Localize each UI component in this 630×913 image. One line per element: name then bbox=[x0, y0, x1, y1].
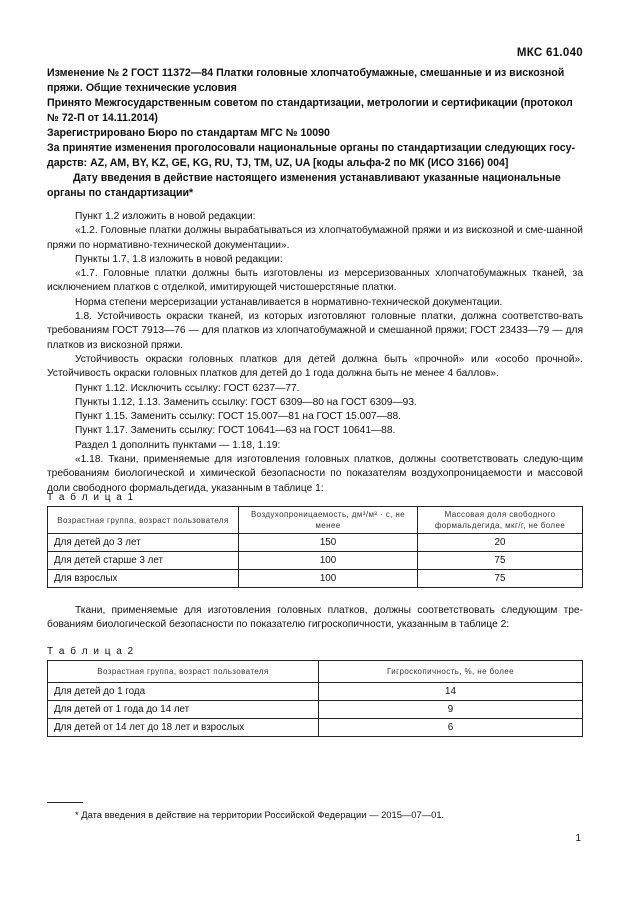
table2-intro: Ткани, применяемые для изготовления головных платков, должны соответствовать следующим тре-бованиям биологической безопасности по показателю гигроскопичности, указанным в таблице 2: bbox=[47, 605, 583, 631]
table-row bbox=[48, 701, 583, 719]
table2-caption: Т а б л и ц а 2 bbox=[47, 646, 135, 657]
voting-note: За принятие изменения проголосовали национальные органы по стандартизации следующих госу-дарств: AZ, AM, BY, KZ, GE, KG, RU, TJ, TM, UZ, UA [коды альфа-2 по МК (ИСО 3166) 004] bbox=[47, 142, 576, 169]
table-cell: 14 bbox=[319, 683, 583, 701]
paragraph: Устойчивость окраски головных платков для детей должна быть «прочной» или «особо прочной». Устойчивость окраски головных платков для детей до 1 года должна быть не менее 4 баллов». bbox=[47, 353, 583, 380]
table-cell: Для детей от 14 лет до 18 лет и взрослых bbox=[48, 719, 319, 737]
paragraph: Раздел 1 дополнить пунктами — 1.18, 1.19: bbox=[75, 439, 281, 451]
paragraph: Пункты 1.7, 1.8 изложить в новой редакции: bbox=[75, 253, 283, 265]
table-cell: Для детей до 1 года bbox=[48, 683, 319, 701]
table-cell: 75 bbox=[418, 570, 583, 588]
table-header-cell: Воздухопроницаемость, дм³/м² · с, не менее bbox=[239, 507, 418, 534]
table-row bbox=[48, 570, 583, 588]
adoption-note: Принято Межгосударственным советом по стандартизации, метрологии и сертификации (протокол № 72-П от 14.11.2014) bbox=[47, 97, 573, 124]
footnote: * Дата введения в действие на территории Российской Федерации — 2015—07—01. bbox=[75, 809, 445, 820]
table-cell: 150 bbox=[239, 534, 418, 552]
table-row bbox=[48, 552, 583, 570]
table-header-cell: Гигроскопичность, %, не более bbox=[319, 661, 583, 683]
table-row bbox=[48, 719, 583, 737]
table-cell: 20 bbox=[418, 534, 583, 552]
paragraph: Пункт 1.2 изложить в новой редакции: bbox=[75, 211, 256, 222]
paragraph: Норма степени мерсеризации устанавливается в нормативно-технической документации. bbox=[75, 296, 503, 308]
paragraph: Пункт 1.12. Исключить ссылку: ГОСТ 6237—77. bbox=[75, 382, 300, 394]
registration-note: Зарегистрировано Бюро по стандартам МГС № 10090 bbox=[47, 127, 330, 139]
table1 bbox=[47, 506, 583, 588]
paragraph: Пункт 1.15. Заменить ссылку: ГОСТ 15.007—81 на ГОСТ 15.007—88. bbox=[75, 411, 402, 423]
table-row bbox=[48, 683, 583, 701]
paragraph: 1.8. Устойчивость окраски тканей, из которых изготовляют головные платки, должна соответство-вать требованиям ГОСТ 7913—76 — для платков из хлопчатобумажной и смешанной пряжи; ГОСТ 23433—79 — для платков из вискозной пряжи. bbox=[47, 311, 583, 351]
table2 bbox=[47, 660, 583, 737]
effective-date-note: Дату введения в действие настоящего изменения устанавливают указанные национальные органы по стандартизации* bbox=[47, 172, 561, 199]
table-cell: Для детей от 1 года до 14 лет bbox=[48, 701, 319, 719]
change-title: Изменение № 2 ГОСТ 11372—84 Платки головные хлопчатобумажные, смешанные и из вискозной пряжи. Общие технические условия bbox=[47, 67, 565, 94]
table-cell: Для взрослых bbox=[48, 570, 239, 588]
table-cell: Для детей до 3 лет bbox=[48, 534, 239, 552]
table-header-cell: Массовая доля свободного формальдегида, мкг/г, не более bbox=[418, 507, 583, 534]
table-cell: 100 bbox=[239, 552, 418, 570]
paragraph: «1.7. Головные платки должны быть изготовлены из мерсеризованных хлопчатобумажных тканей, за исключением платков с отделкой, имитирующей чистошерстяные платки. bbox=[47, 268, 583, 294]
table-cell: Для детей старше 3 лет bbox=[48, 552, 239, 570]
table-header-row bbox=[48, 507, 583, 534]
table-header-cell: Возрастная группа, возраст пользователя bbox=[48, 507, 239, 534]
page-number: 1 bbox=[575, 833, 581, 844]
table-row bbox=[48, 534, 583, 552]
table-cell: 100 bbox=[239, 570, 418, 588]
table-header-cell: Возрастная группа, возраст пользователя bbox=[48, 661, 319, 683]
footnote-separator bbox=[47, 802, 83, 803]
table-cell: 75 bbox=[418, 552, 583, 570]
paragraph: «1.18. Ткани, применяемые для изготовления головных платков, должны соответствовать следую-щим требованиям биологической и химической безопасности по показателям воздухопроницаемости и массовой доли свободного формальдегида, указанным в таблице 1: bbox=[47, 454, 583, 494]
table-header-row bbox=[48, 661, 583, 683]
table-cell: 6 bbox=[319, 719, 583, 737]
table1-caption: Т а б л и ц а 1 bbox=[47, 492, 135, 503]
amendment-body bbox=[47, 210, 583, 496]
table-cell: 9 bbox=[319, 701, 583, 719]
paragraph: Пункт 1.17. Заменить ссылку: ГОСТ 10641—63 на ГОСТ 10641—88. bbox=[75, 425, 396, 437]
classification-code: МКС 61.040 bbox=[516, 47, 583, 59]
paragraph: Пункты 1.12, 1.13. Заменить ссылку: ГОСТ 6309—80 на ГОСТ 6309—93. bbox=[75, 396, 417, 408]
paragraph: «1.2. Головные платки должны вырабатываться из хлопчатобумажной пряжи и из вискозной и сме-шанной пряжи по нормативно-технической документации». bbox=[47, 225, 583, 251]
